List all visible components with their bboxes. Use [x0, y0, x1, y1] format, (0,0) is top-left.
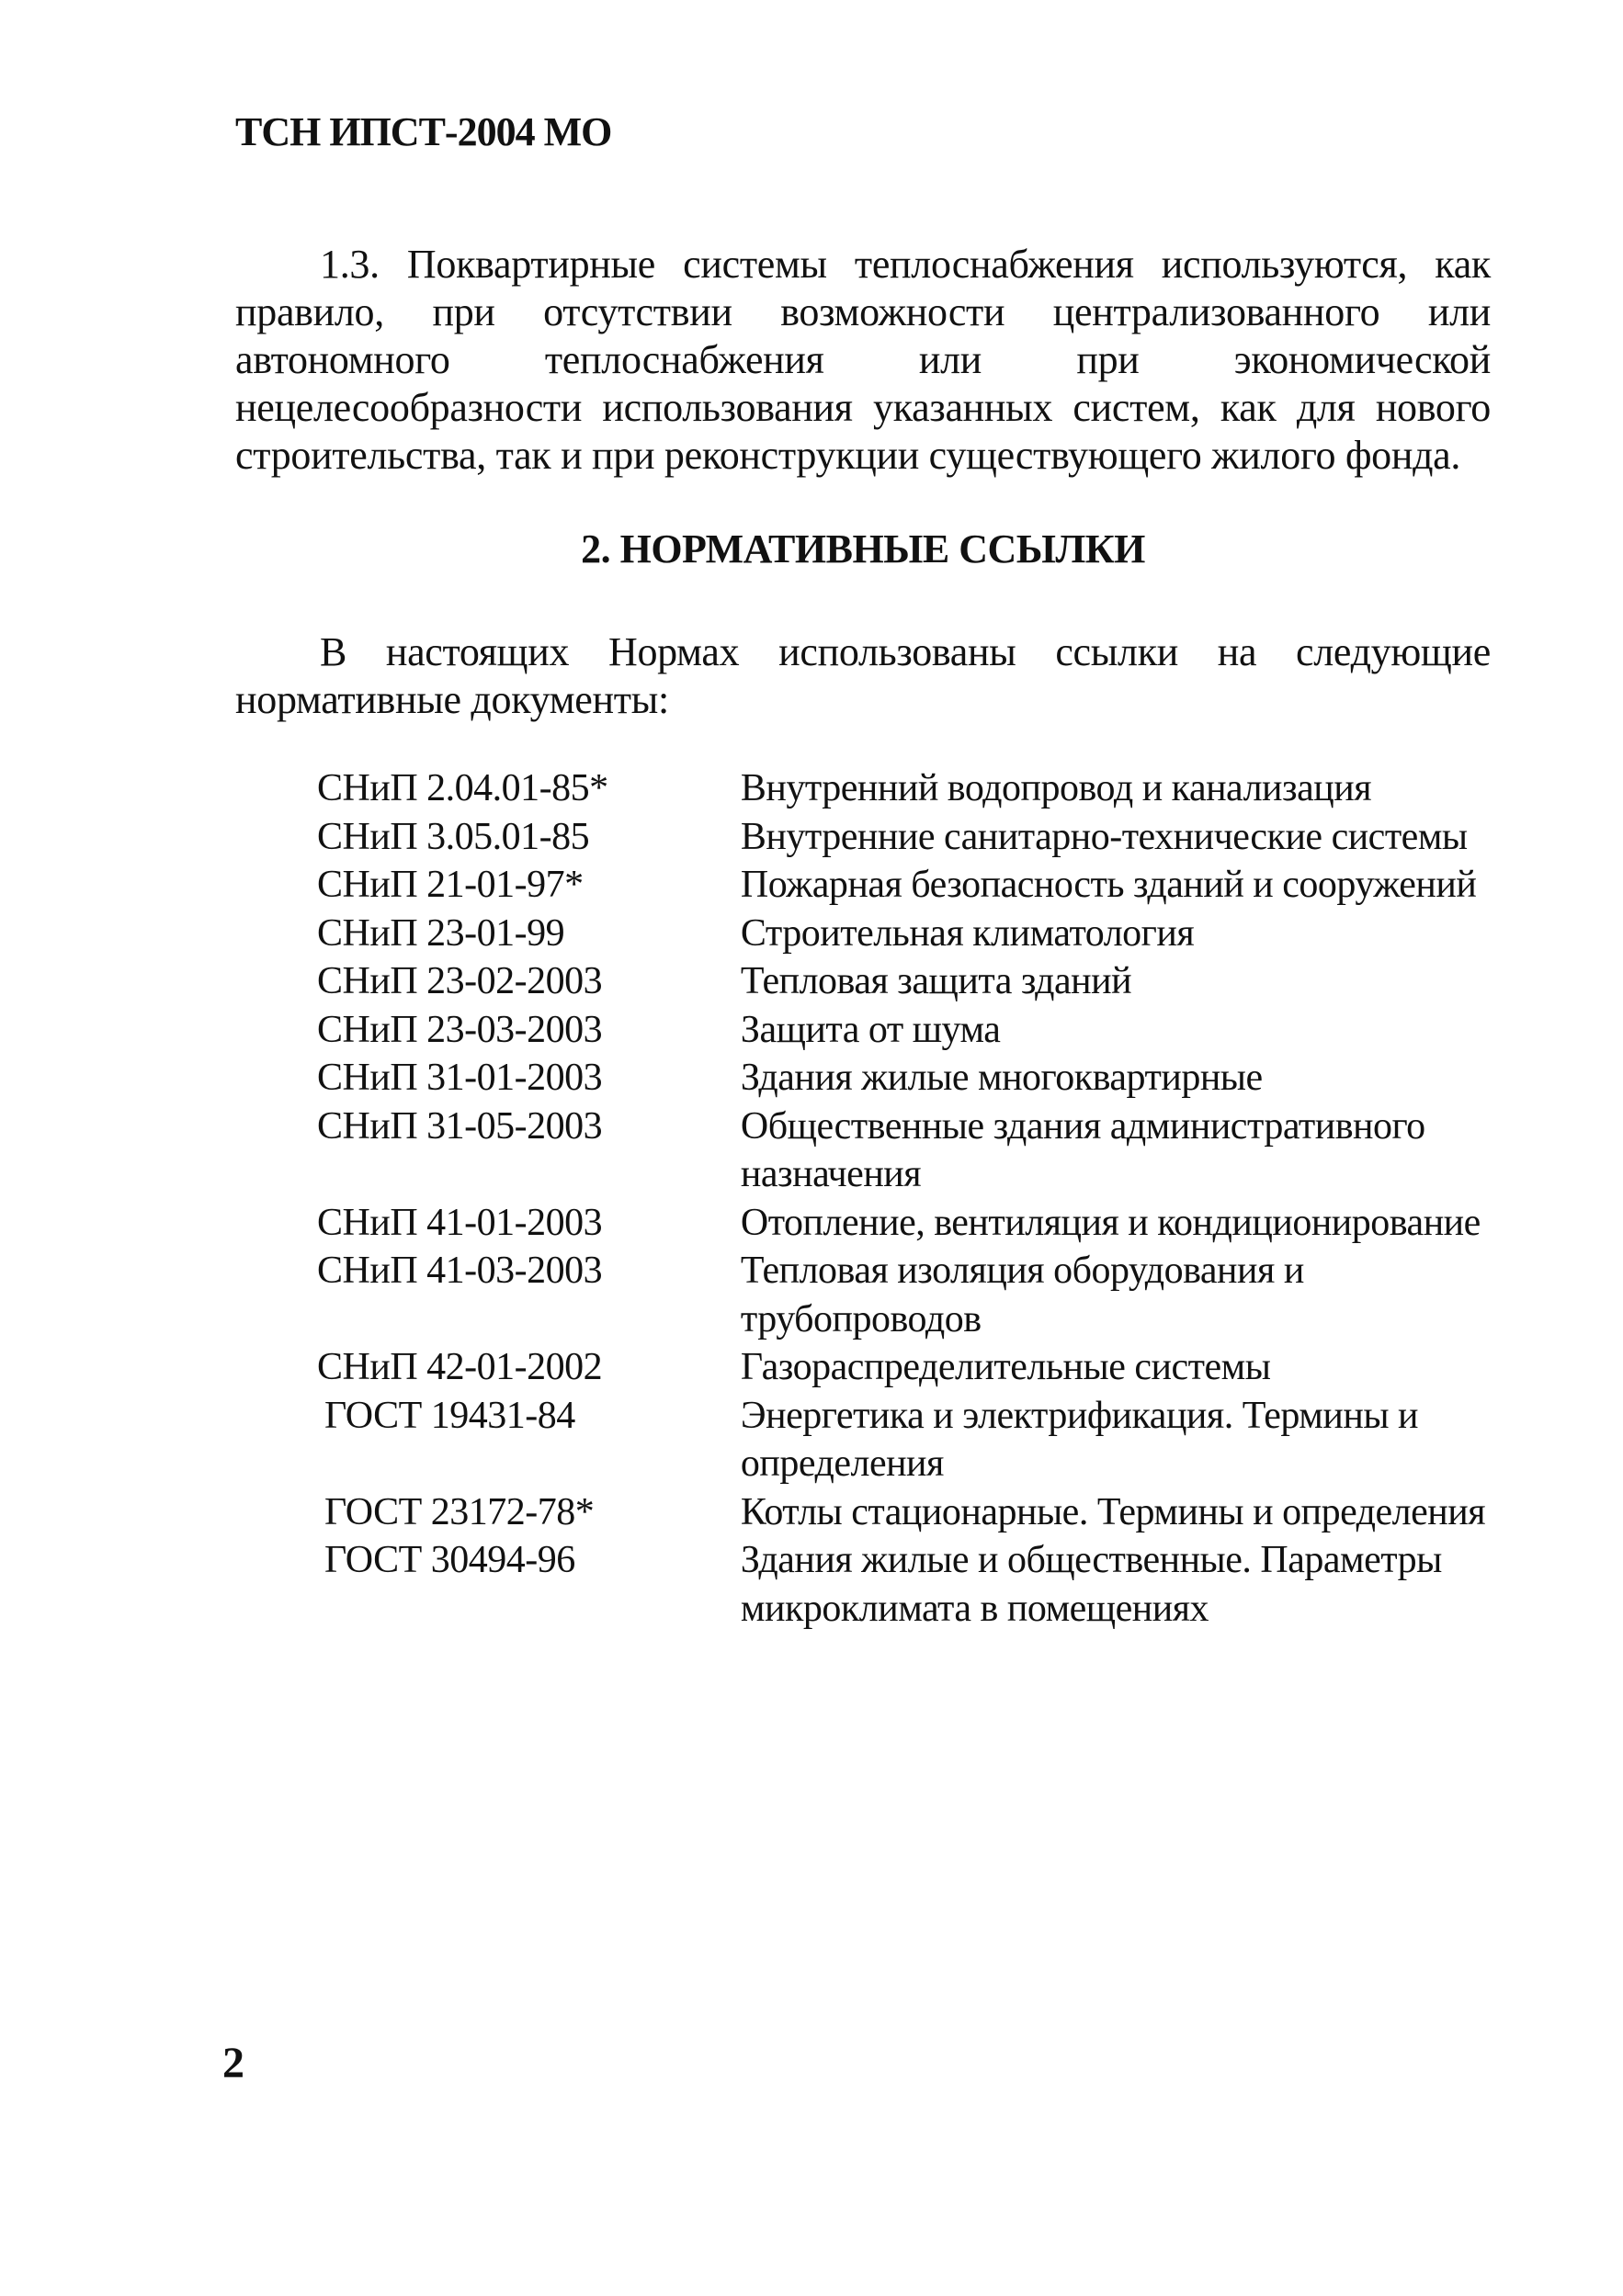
- reference-title: Здания жилые и общественные. Параметры микроклимата в помещениях: [740, 1539, 1442, 1630]
- reference-row: [317, 910, 1503, 958]
- reference-code: СНиП 41-03-2003: [317, 1250, 603, 1292]
- reference-code: ГОСТ 23172-78*: [324, 1490, 595, 1533]
- reference-title: Энергетика и электрификация. Термины и определения: [740, 1394, 1419, 1485]
- reference-code: СНиП 42-01-2002: [317, 1346, 603, 1388]
- reference-title: Пожарная безопасность зданий и сооружений: [740, 864, 1477, 906]
- clause-1-3-paragraph: 1.3. Поквартирные системы теплоснабжения используются, как правило, при отсутствии возможности централизованного или автономного теплоснабжения или при экономической нецелесообразности использования указанных систем, как для нового строительства, так и при реконструкции существующего жилого фонда.: [235, 242, 1491, 478]
- references-table: [317, 764, 1503, 1633]
- reference-row: [317, 1199, 1503, 1248]
- reference-row: [317, 1343, 1503, 1392]
- reference-code: СНиП 31-01-2003: [317, 1057, 603, 1099]
- reference-row: [317, 861, 1503, 910]
- reference-row: [317, 1247, 1503, 1343]
- reference-title: Отопление, вентиляция и кондиционирование: [740, 1201, 1481, 1244]
- reference-row: [317, 1103, 1503, 1199]
- reference-title: Здания жилые многоквартирные: [740, 1057, 1263, 1099]
- reference-code: СНиП 3.05.01-85: [317, 815, 590, 858]
- reference-title: Котлы стационарные. Термины и определения: [740, 1490, 1486, 1533]
- reference-title: Защита от шума: [740, 1008, 1001, 1051]
- reference-code: СНиП 21-01-97*: [317, 864, 584, 906]
- document-code-header: ТСН ИПСТ-2004 МО: [235, 109, 612, 154]
- reference-row: [317, 1054, 1503, 1103]
- reference-code: СНиП 23-01-99: [317, 911, 565, 955]
- reference-code: СНиП 23-03-2003: [317, 1008, 603, 1051]
- reference-title: Тепловая защита зданий: [740, 960, 1132, 1002]
- reference-row: [317, 1392, 1503, 1488]
- reference-title: Внутренний водопровод и канализация: [740, 767, 1372, 809]
- reference-row: [317, 1006, 1503, 1055]
- reference-title: Общественные здания административного назначения: [740, 1104, 1425, 1195]
- reference-code: СНиП 31-05-2003: [317, 1104, 603, 1148]
- reference-title: Газораспределительные системы: [740, 1346, 1271, 1388]
- reference-row: [317, 957, 1503, 1006]
- reference-code: СНиП 23-02-2003: [317, 960, 603, 1002]
- reference-title: Тепловая изоляция оборудования и трубопроводов: [740, 1250, 1304, 1340]
- reference-row: [317, 764, 1503, 813]
- reference-row: [317, 813, 1503, 862]
- reference-code: СНиП 2.04.01-85*: [317, 767, 608, 809]
- reference-code: ГОСТ 19431-84: [324, 1394, 575, 1437]
- section-heading: 2. НОРМАТИВНЫЕ ССЫЛКИ: [581, 526, 1145, 571]
- reference-title: Строительная климатология: [740, 911, 1195, 955]
- reference-code: СНиП 41-01-2003: [317, 1201, 603, 1244]
- page-number: 2: [222, 2039, 244, 2087]
- reference-title: Внутренние санитарно-технические системы: [740, 815, 1468, 858]
- reference-row: [317, 1488, 1503, 1537]
- reference-code: ГОСТ 30494-96: [324, 1539, 575, 1581]
- references-intro-paragraph: В настоящих Нормах использованы ссылки на следующие нормативные документы:: [235, 629, 1491, 722]
- reference-row: [317, 1536, 1503, 1633]
